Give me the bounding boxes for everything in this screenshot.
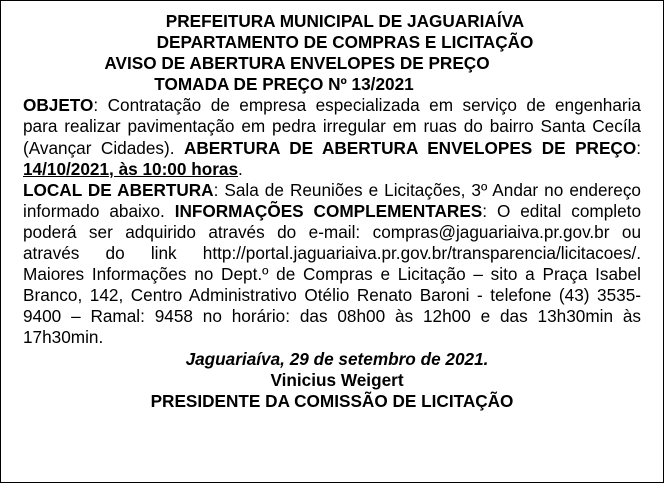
signature-place-date: Jaguariaíva, 29 de setembro de 2021. <box>185 348 489 369</box>
abertura-sep: : <box>636 137 641 158</box>
objeto-label: OBJETO <box>23 95 94 116</box>
abertura-end: . <box>238 158 243 179</box>
info-text: : O edital completo poderá ser adquirido através do e-mail: compras@jaguariaiva.pr.gov.br ou através do link http://portal.jaguariaiva.pr.gov.br/transparencia/licitacoes/. Maiores Informações no Dept.º de Compras e Licitação – sito a Praça Isabel Branco, 142, Centro Administrativo Otélio Renato Baroni - telefone (43) 3535-9400 – Ramal: 9458 no horário: das 08h00 às 12h00 e das 13h30min às 17h30min. <box>23 200 642 348</box>
header-tomada-preco: TOMADA DE PREÇO Nº 13/2021 <box>154 74 414 95</box>
header-departamento: DEPARTAMENTO DE COMPRAS E LICITAÇÃO <box>156 32 534 53</box>
abertura-label: ABERTURA DE ABERTURA ENVELOPES DE PREÇO <box>183 137 637 158</box>
info-label: INFORMAÇÕES COMPLEMENTARES <box>174 200 483 221</box>
local-text: : Sala de Reuniões e Licitações, 3º Andar no endereço informado abaixo. <box>23 179 641 221</box>
objeto-text: : Contratação de empresa especializada em serviço de engenharia para realizar pavimentação em pedra irregular em ruas do bairro Santa Cecíla (Avançar Cidades). <box>23 95 641 158</box>
local-label: LOCAL DE ABERTURA <box>23 179 214 200</box>
notice-body <box>23 95 641 348</box>
signature-role: PRESIDENTE DA COMISSÃO DE LICITAÇÃO <box>150 390 514 411</box>
abertura-date: 14/10/2021, às 10:00 horas <box>23 158 239 179</box>
header-prefeitura: PREFEITURA MUNICIPAL DE JAGUARIAÍVA <box>165 11 525 31</box>
header-aviso: AVISO DE ABERTURA ENVELOPES DE PREÇO <box>104 53 490 74</box>
signature-name: Vinicius Weigert <box>270 369 404 390</box>
